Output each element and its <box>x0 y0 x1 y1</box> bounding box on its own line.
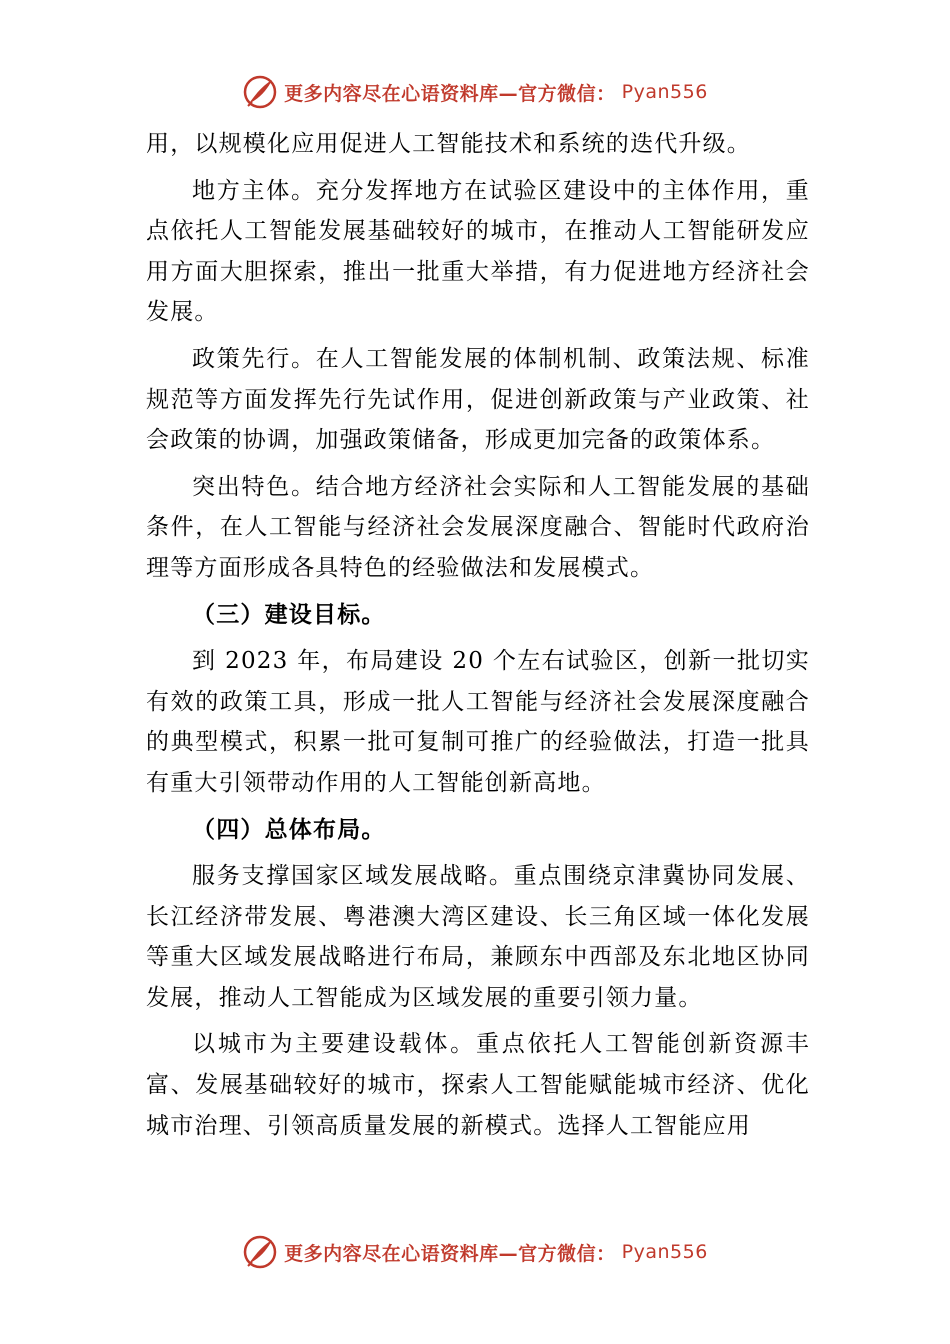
watermark-header <box>0 72 950 112</box>
paragraph-goals: 到 2023 年，布局建设 20 个左右试验区，创新一批切实有效的政策工具，形成一批人工智能与经济社会发展深度融合的典型模式，积累一批可复制可推广的经验做法，打造一批具有重大引领带动作用的人工智能创新高地。 <box>146 648 810 796</box>
paragraph-local-subject: 地方主体。充分发挥地方在试验区建设中的主体作用，重点依托人工智能发展基础较好的城市，在推动人工智能研发应用方面大胆探索，推出一批重大举措，有力促进地方经济社会发展。 <box>146 177 810 326</box>
paragraph-regional-strategy: 服务支撑国家区域发展战略。重点围绕京津冀协同发展、长江经济带发展、粤港澳大湾区建设、长三角区域一体化发展等重大区域发展战略进行布局，兼顾东中西部及东北地区协同发展，推动人工智能成为区域发展的重要引领力量。 <box>146 863 810 1011</box>
paragraph-policy-first: 政策先行。在人工智能发展的体制机制、政策法规、标准规范等方面发挥先行先试作用，促进创新政策与产业政策、社会政策的协调，加强政策储备，形成更加完备的政策体系。 <box>146 345 810 454</box>
watermark-text: 更多内容尽在心语资料库—官方微信： <box>284 1242 616 1265</box>
watermark-text: 更多内容尽在心语资料库—官方微信： <box>284 82 616 105</box>
paragraph-city-carrier: 以城市为主要建设载体。重点依托人工智能创新资源丰富、发展基础较好的城市，探索人工智能赋能城市经济、优化城市治理、引领高质量发展的新模式。选择人工智能应用 <box>146 1031 810 1139</box>
quill-seal-logo-icon <box>242 1234 278 1270</box>
section-heading-layout: （四）总体布局。 <box>192 815 386 843</box>
paragraph-continuation: 用，以规模化应用促进人工智能技术和系统的迭代升级。 <box>146 131 751 157</box>
section-heading-goals: （三）建设目标。 <box>192 600 386 628</box>
quill-seal-logo-icon <box>242 74 278 110</box>
paragraph-highlight-features: 突出特色。结合地方经济社会实际和人工智能发展的基础条件，在人工智能与经济社会发展深度融合、智能时代政府治理等方面形成各具特色的经验做法和发展模式。 <box>146 473 810 581</box>
document-body <box>146 124 810 1152</box>
watermark-wechat-id: Pyan556 <box>621 81 708 103</box>
watermark-wechat-id: Pyan556 <box>621 1241 708 1263</box>
watermark-footer <box>0 1232 950 1272</box>
